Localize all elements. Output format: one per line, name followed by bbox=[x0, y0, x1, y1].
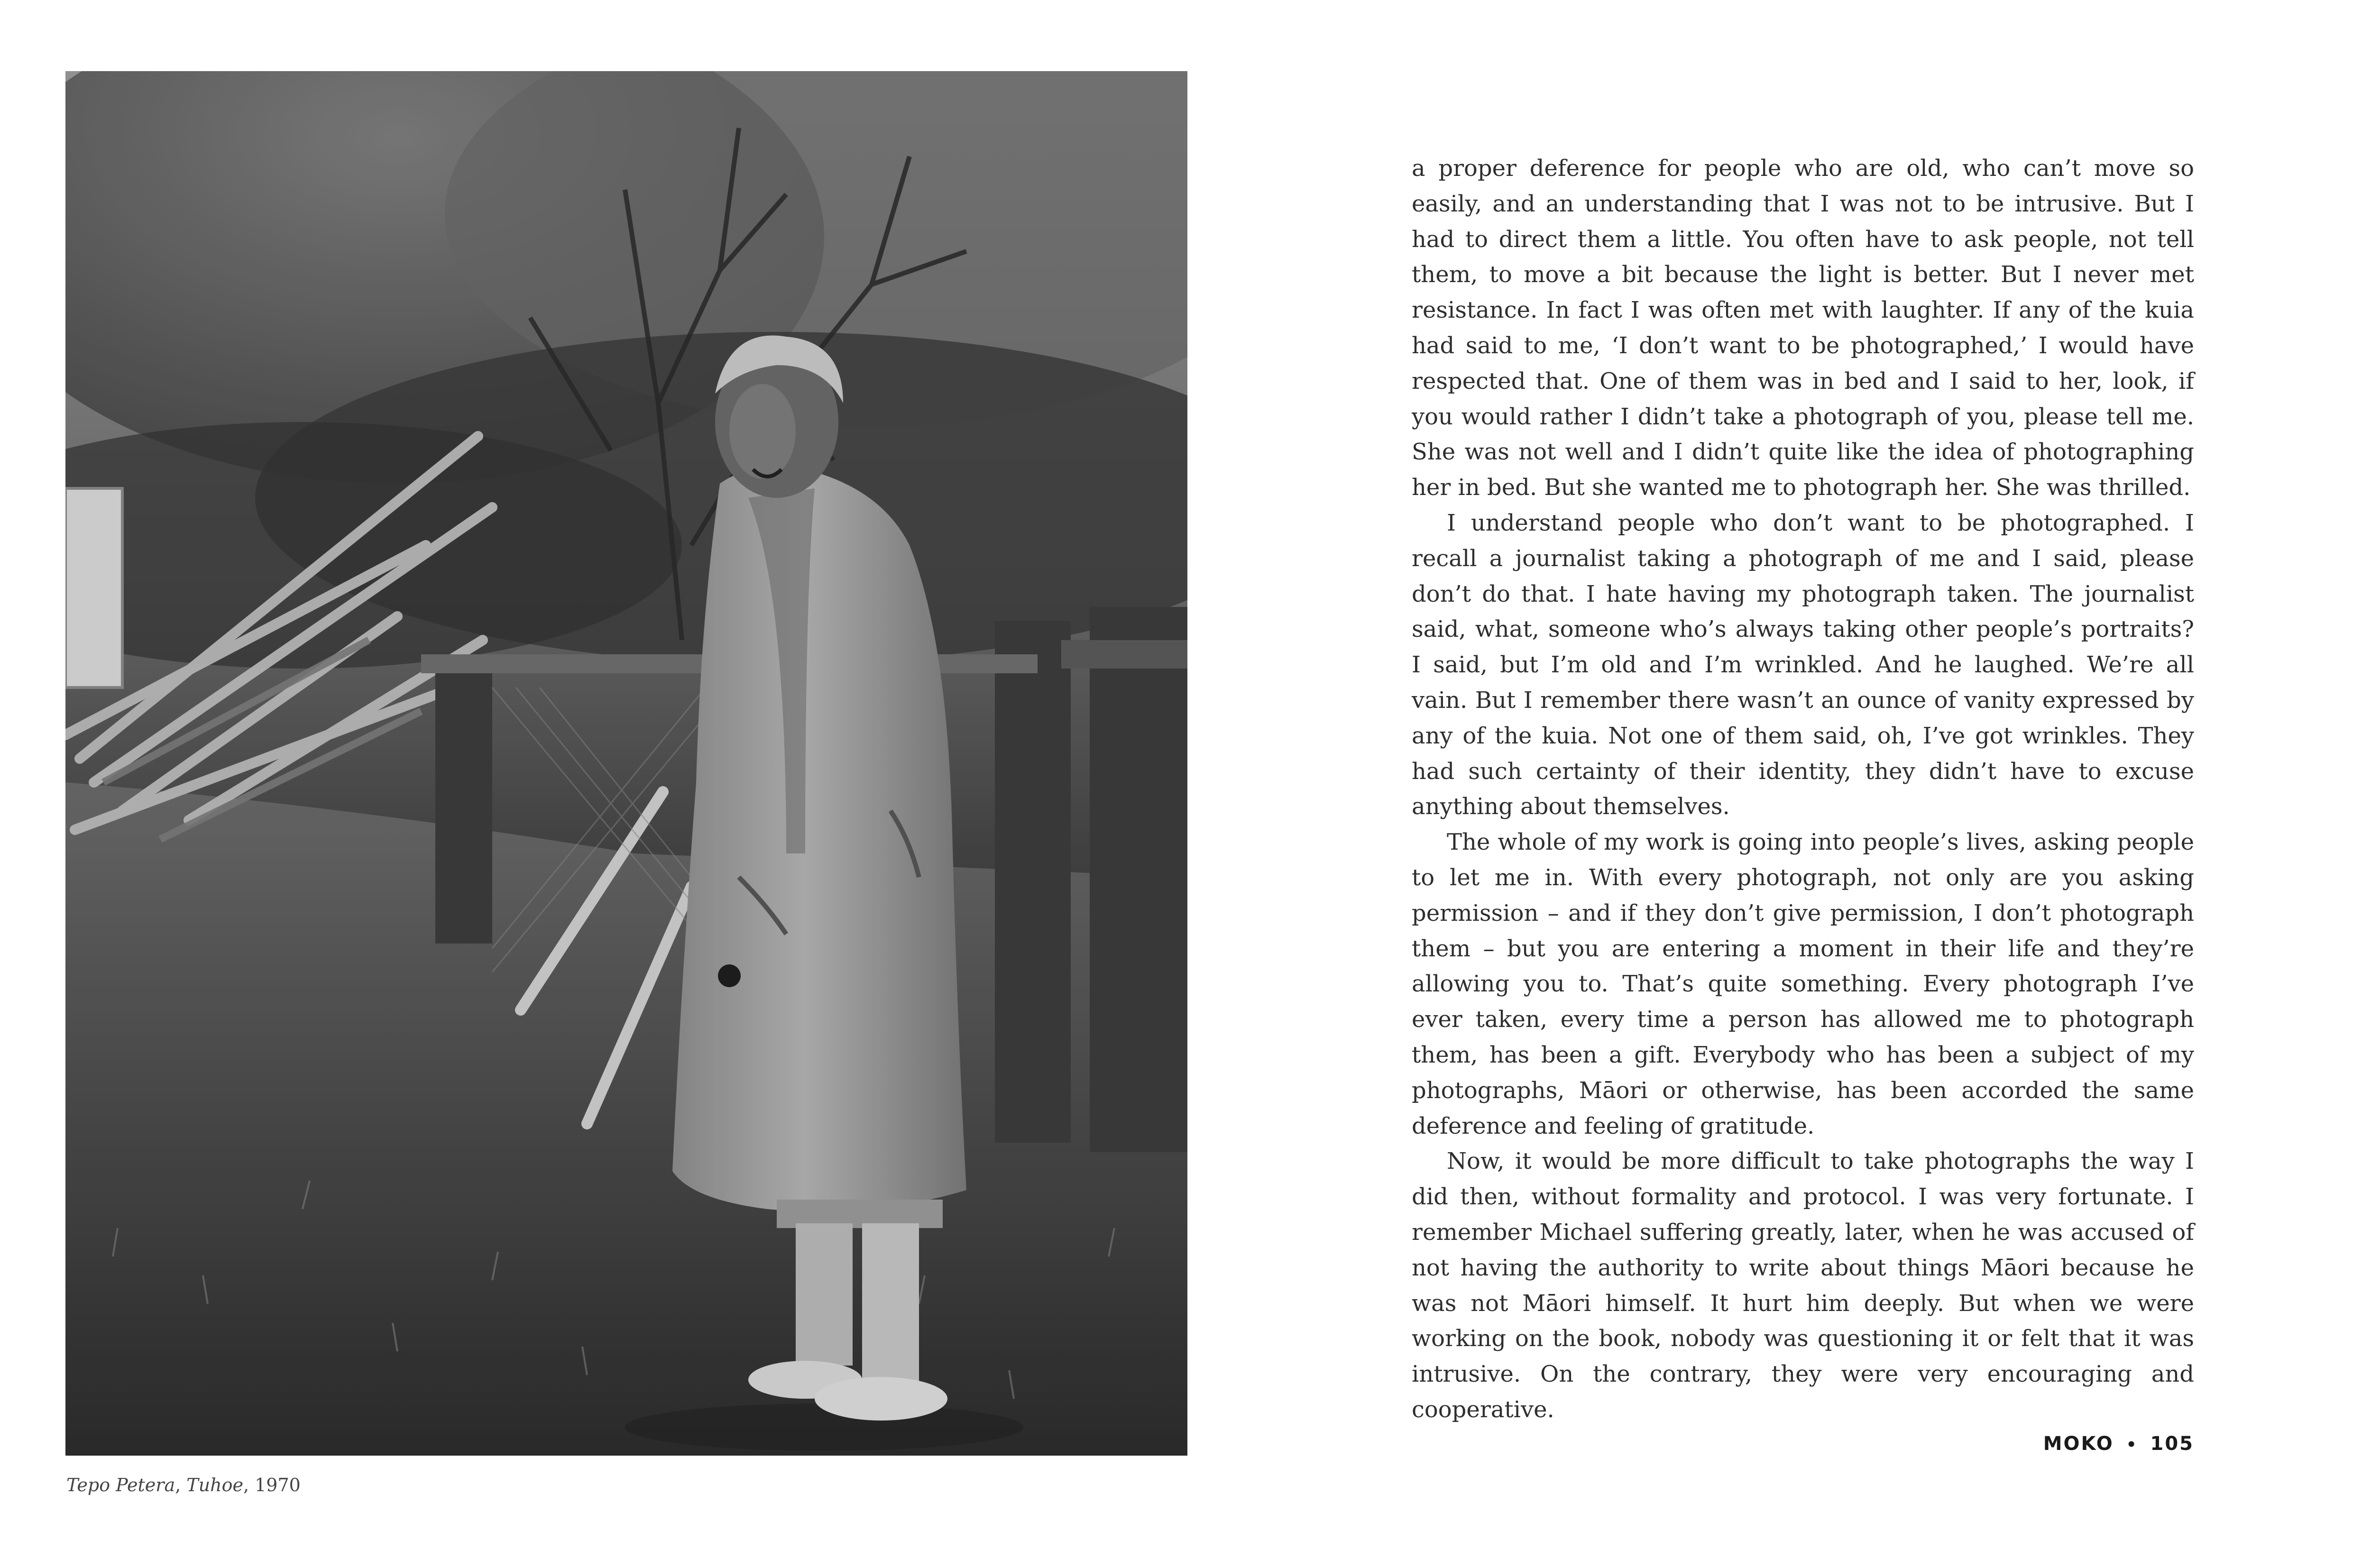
caption-place: Tuhoe bbox=[186, 1475, 243, 1495]
caption-separator: , bbox=[175, 1475, 187, 1495]
running-section-title: MOKO bbox=[2043, 1433, 2114, 1455]
photo-caption bbox=[66, 1475, 301, 1495]
page-number: 105 bbox=[2150, 1433, 2194, 1455]
page-folio bbox=[2043, 1433, 2194, 1455]
body-paragraph: a proper deference for people who are old, who can’t move so easily, and an understanding that I was not to be intrusive. But I had to direct them a little. You often have to ask people, not tell them, to move a bit because the light is better. But I never met resistance. In fact I was often met with laughter. If any of the kuia had said to me, ‘I don’t want to be photographed,’ I would have respected that. One of them was in bed and I said to her, look, if you would rather I didn’t take a photograph of you, please tell me. She was not well and I didn’t quite like the idea of photographing her in bed. But she wanted me to photograph her. She was thrilled. bbox=[1412, 155, 2194, 501]
body-text-column bbox=[1412, 151, 2194, 1428]
caption-year: , 1970 bbox=[243, 1475, 301, 1495]
folio-separator: • bbox=[2126, 1435, 2138, 1454]
portrait-photograph bbox=[65, 71, 1187, 1456]
body-paragraph: I understand people who don’t want to be photographed. I recall a journalist taking a photograph of me and I said, please don’t do that. I hate having my photograph taken. The journalist said, what, someone who’s always taking other people’s portraits? I said, but I’m old and I’m wrinkled. And he laughed. We’re all vain. But I remember there wasn’t an ounce of vanity expressed by any of the kuia. Not one of them said, oh, I’ve got wrinkles. They had such certainty of their identity, they didn’t have to excuse anything about themselves. bbox=[1412, 509, 2194, 820]
body-paragraph: Now, it would be more difficult to take photographs the way I did then, without formality and protocol. I was very fortunate. I remember Michael suffering greatly, later, when he was accused of not having the authority to write about things Māori because he was not Māori himself. It hurt him deeply. But when we were working on the book, nobody was questioning it or felt that it was intrusive. On the contrary, they were very encouraging and cooperative. bbox=[1412, 1148, 2194, 1423]
caption-name: Tepo Petera bbox=[66, 1475, 175, 1495]
body-paragraph: The whole of my work is going into people’s lives, asking people to let me in. With every photograph, not only are you asking permission – and if they don’t give permission, I don’t photograph them – but you are entering a moment in their life and they’re allowing you to. That’s quite something. Every photograph I’ve ever taken, every time a person has allowed me to photograph them, has been a gift. Everybody who has been a subject of my photographs, Māori or otherwise, has been accorded the same deference and feeling of gratitude. bbox=[1412, 829, 2194, 1139]
